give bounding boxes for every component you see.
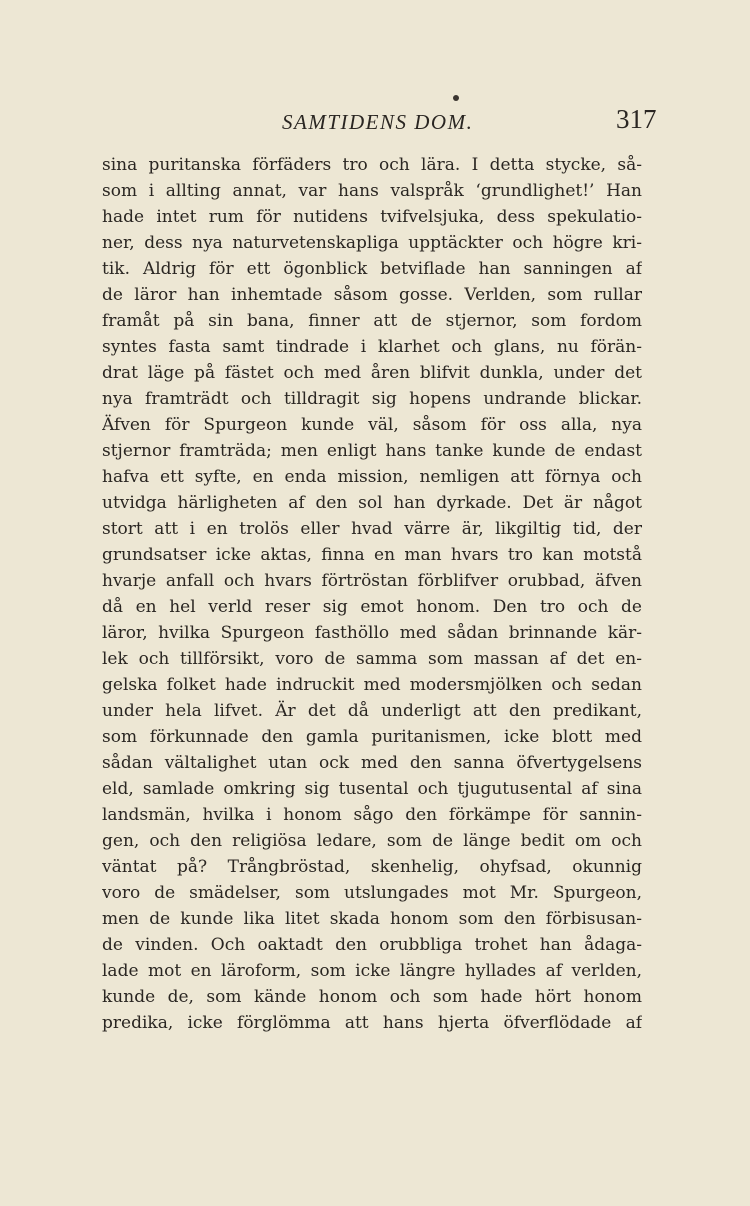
- text-line: lek och tillförsikt, voro de samma som massan af det en-: [102, 649, 642, 669]
- text-line: de läror han inhemtade såsom gosse. Verlden, som rullar: [102, 285, 642, 305]
- page-number: 317: [616, 104, 657, 134]
- text-line: hafva ett syfte, en enda mission, nemligen att förnya och: [102, 467, 642, 487]
- text-line: drat läge på fästet och med åren blifvit dunkla, under det: [102, 363, 642, 383]
- text-line: sådan vältalighet utan ock med den sanna öfvertygelsens: [102, 753, 642, 773]
- body-text: [102, 152, 642, 1036]
- text-line: Äfven för Spurgeon kunde väl, såsom för oss alla, nya: [102, 415, 642, 435]
- text-line: eld, samlade omkring sig tusental och tjugutusental af sina: [102, 779, 642, 799]
- running-head-title: SAMTIDENS DOM.: [282, 110, 474, 134]
- text-line: sina puritanska förfäders tro och lära. I detta stycke, så-: [102, 155, 642, 175]
- text-line: hvarje anfall och hvars förtröstan förblifver orubbad, äfven: [102, 571, 642, 591]
- text-line: grundsatser icke aktas, finna en man hvars tro kan motstå: [102, 545, 642, 565]
- text-line: men de kunde lika litet skada honom som den förbisusan-: [102, 909, 642, 929]
- text-line: hade intet rum för nutidens tvifvelsjuka, dess spekulatio-: [102, 207, 642, 227]
- text-line: som förkunnade den gamla puritanismen, icke blott med: [102, 727, 642, 747]
- text-line: under hela lifvet. Är det då underligt att den predikant,: [102, 701, 642, 721]
- text-line: stjernor framträda; men enligt hans tanke kunde de endast: [102, 441, 642, 461]
- text-line: stort att i en trolös eller hvad värre är, likgiltig tid, der: [102, 519, 642, 539]
- text-line: läror, hvilka Spurgeon fasthöllo med sådan brinnande kär-: [102, 623, 642, 643]
- text-line: lade mot en läroform, som icke längre hyllades af verlden,: [102, 961, 642, 981]
- ink-speck: [453, 95, 459, 101]
- text-line: kunde de, som kände honom och som hade hört honom: [102, 987, 642, 1007]
- text-line: då en hel verld reser sig emot honom. Den tro och de: [102, 597, 642, 617]
- text-line: som i allting annat, var hans valspråk ‘grundlighet!’ Han: [102, 181, 642, 201]
- text-line: väntat på? Trångbröstad, skenhelig, ohyfsad, okunnig: [102, 857, 642, 877]
- text-line: voro de smädelser, som utslungades mot Mr. Spurgeon,: [102, 883, 642, 903]
- text-line: predika, icke förglömma att hans hjerta öfverflödade af: [102, 1013, 642, 1033]
- text-line: gelska folket hade indruckit med modersmjölken och sedan: [102, 675, 642, 695]
- text-line: gen, och den religiösa ledare, som de länge bedit om och: [102, 831, 642, 851]
- text-line: utvidga härligheten af den sol han dyrkade. Det är något: [102, 493, 642, 513]
- text-line: de vinden. Och oaktadt den orubbliga trohet han ådaga-: [102, 935, 642, 955]
- text-line: framåt på sin bana, finner att de stjernor, som fordom: [102, 311, 642, 331]
- text-line: ner, dess nya naturvetenskapliga upptäckter och högre kri-: [102, 233, 642, 253]
- text-line: tik. Aldrig för ett ögonblick betviflade han sanningen af: [102, 259, 642, 279]
- text-line: landsmän, hvilka i honom sågo den förkämpe för sannin-: [102, 805, 642, 825]
- text-line: syntes fasta samt tindrade i klarhet och glans, nu förän-: [102, 337, 642, 357]
- running-head: [0, 104, 750, 144]
- text-line: nya framträdt och tilldragit sig hopens undrande blickar.: [102, 389, 642, 409]
